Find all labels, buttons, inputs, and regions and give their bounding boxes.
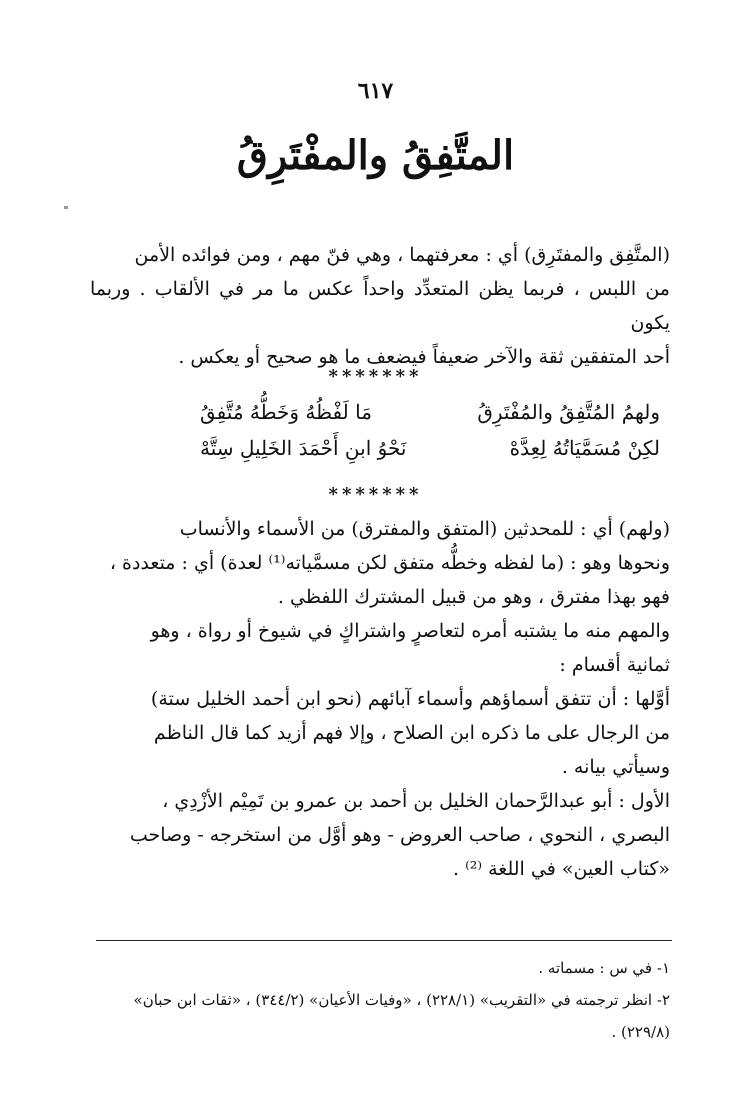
margin-mark xyxy=(64,206,68,209)
intro-line: (المتَّفِق والمفتَرِق) أي : معرفتهما ، وهي فنّ مهم ، ومن فوائده الأمن xyxy=(134,244,670,266)
intro-paragraph xyxy=(90,238,670,374)
verse-first-hemistich: لكِنْ مُسَمَّيَاتُهُ لِعِدَّهْ xyxy=(509,436,660,460)
body-line: البصري ، النحوي ، صاحب العروض - وهو أوَّل من استخرجه - وصاحب xyxy=(129,824,670,846)
verse-first-hemistich: ولهمُ المُتَّفِقُ والمُفْتَرِقُ xyxy=(477,400,660,424)
intro-line: من اللبس ، فربما يظن المتعدِّد واحداً عكس ما مر في الألقاب . وربما يكون xyxy=(90,278,670,334)
stars-divider-bottom: ******* xyxy=(328,484,423,505)
body-line: والمهم منه ما يشتبه أمره لتعاصرٍ واشتراكٍ في شيوخ أو رواة ، وهو xyxy=(150,620,670,642)
body-line: (ولهم) أي : للمحدثين (المتفق والمفترق) من الأسماء والأنساب xyxy=(179,518,670,540)
chapter-title: المتَّفِقُ والمفْتَرِقُ xyxy=(236,132,515,179)
body-line: ونحوها وهو : (ما لفظه وخطُّه متفق لكن مسمَّياته⁽¹⁾ لعدة) أي : متعددة ، xyxy=(109,552,670,574)
body-line: ثمانية أقسام : xyxy=(559,654,670,676)
body-line: «كتاب العين» في اللغة ⁽²⁾ . xyxy=(453,858,670,880)
verse-second-hemistich: نَحْوُ ابنِ أَحْمَدَ الخَلِيلِ سِتَّهْ xyxy=(200,436,407,460)
footnote-line: (٢٢٩/٨) . xyxy=(611,1023,670,1041)
verse-line xyxy=(200,394,660,430)
footnote-line: ١- في س : مسماته . xyxy=(538,959,670,977)
body-line: أوَّلها : أن تتفق أسماؤهم وأسماء آبائهم (نحو ابن أحمد الخليل ستة) xyxy=(150,688,670,710)
body-line: الأول : أبو عبدالرَّحمان الخليل بن أحمد بن عمرو بن تَمِيْم الأزْدِي ، xyxy=(162,790,670,812)
footnotes xyxy=(90,952,670,1048)
body-line: فهو بهذا مفترق ، وهو من قبيل المشترك اللفظي . xyxy=(277,586,670,608)
page-number: ٦١٧ xyxy=(357,78,394,104)
footnote-line: ٢- انظر ترجمته في «التقريب» (٢٢٨/١) ، «وفيات الأعيان» (٣٤٤/٢) ، «ثقات ابن حبان» xyxy=(133,991,670,1009)
footnote-separator xyxy=(96,940,672,941)
intro-line: أحد المتفقين ثقة والآخر ضعيفاً فيضعف ما هو صحيح أو يعكس . xyxy=(178,346,670,368)
verse-line xyxy=(200,430,660,466)
body-line: وسيأتي بيانه . xyxy=(561,756,670,778)
body-line: من الرجال على ما ذكره ابن الصلاح ، وإلا فهم أزيد كما قال الناظم xyxy=(153,722,670,744)
verse-block xyxy=(200,394,660,466)
stars-divider-top: ******* xyxy=(328,366,423,387)
verse-second-hemistich: مَا لَفْظُهُ وَخَطُّهُ مُتَّفِقُ xyxy=(200,400,372,424)
body-text xyxy=(90,512,670,886)
